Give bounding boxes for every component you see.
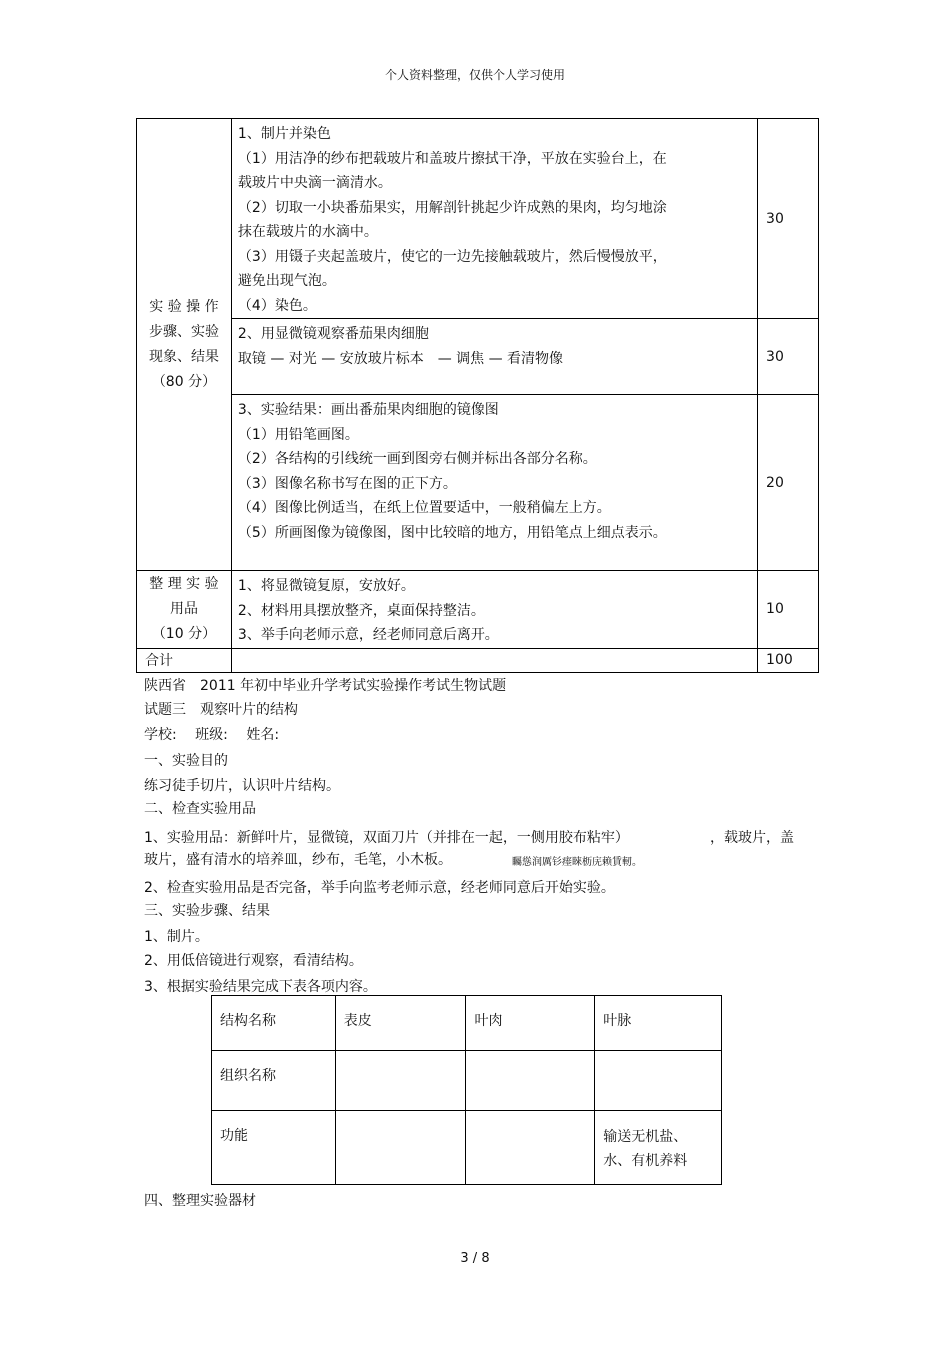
- header-epidermis: 表皮: [335, 996, 466, 1051]
- page-header: 个人资料整理，仅供个人学习使用: [384, 68, 565, 82]
- total-label: 合计: [137, 648, 232, 672]
- heading-materials: 二、检查实验用品: [144, 801, 256, 817]
- materials-line-2: 玻片，盛有清水的培养皿，纱布，毛笔，小木板。: [144, 852, 452, 868]
- cleanup-score: 10: [758, 571, 819, 649]
- header-structure-name: 结构名称: [212, 996, 336, 1051]
- scoring-table: [136, 118, 819, 673]
- garbled-text: 矚慫润厲钐瘗睞枥庑赖賃軔。: [512, 857, 642, 868]
- student-info: 学校: 班级: 姓名:: [144, 727, 280, 743]
- step-1-cell: 1、制片并染色 （1）用洁净的纱布把载玻片和盖玻片擦拭干净，平放在实验台上，在 载玻片中央滴一滴清水。 （2）切取一小块番茄果实，用解剖针挑起少许成熟的果肉，均匀地涂 抹在载玻片的水滴中。 （3）用镊子夹起盖玻片，使它的一边先接触载玻片，然后慢慢放平， 避免出现气泡。 （4）染色。: [231, 119, 757, 319]
- row-function: 功能: [212, 1111, 336, 1185]
- function-vein: 输送无机盐、 水、有机养料: [595, 1111, 722, 1185]
- exam-subtitle: 试题三 观察叶片的结构: [144, 702, 298, 718]
- exam-title: 陕西省 2011 年初中毕业升学考试实验操作考试生物试题: [144, 678, 507, 694]
- tissue-vein: [595, 1051, 722, 1111]
- step-observe: 2、用低倍镜进行观察，看清结构。: [144, 953, 363, 969]
- step-fill-table: 3、根据实验结果完成下表各项内容。: [144, 979, 377, 995]
- cleanup-cell: 1、将显微镜复原，安放好。 2、材料用具摆放整齐，桌面保持整洁。 3、举手向老师示意，经老师同意后离开。: [231, 571, 757, 649]
- page-number: 3 / 8: [460, 1251, 490, 1266]
- section2-label: 整 理 实 验 用品 （10 分）: [137, 571, 232, 649]
- function-epidermis: [335, 1111, 466, 1185]
- materials-line-1: 1、实验用品：新鲜叶片，显微镜，双面刀片（并排在一起，一侧用胶布粘牢）: [144, 830, 629, 846]
- step-make-slide: 1、制片。: [144, 929, 209, 945]
- step-1-score: 30: [758, 119, 819, 319]
- heading-cleanup: 四、整理实验器材: [144, 1193, 256, 1209]
- heading-steps: 三、实验步骤、结果: [144, 903, 270, 919]
- total-empty: [231, 648, 757, 672]
- total-score: 100: [758, 648, 819, 672]
- structure-table: [211, 995, 722, 1185]
- materials-line-1-end: ，载玻片，盖: [710, 830, 794, 846]
- heading-purpose: 一、实验目的: [144, 753, 228, 769]
- header-vein: 叶脉: [595, 996, 722, 1051]
- header-mesophyll: 叶肉: [466, 996, 595, 1051]
- tissue-epidermis: [335, 1051, 466, 1111]
- function-mesophyll: [466, 1111, 595, 1185]
- tissue-mesophyll: [466, 1051, 595, 1111]
- row-tissue-name: 组织名称: [212, 1051, 336, 1111]
- materials-check: 2、检查实验用品是否完备，举手向监考老师示意，经老师同意后开始实验。: [144, 880, 615, 896]
- step-2-cell: 2、用显微镜观察番茄果肉细胞 取镜 — 对光 — 安放玻片标本 — 调焦 — 看清物像: [231, 319, 757, 395]
- purpose-text: 练习徒手切片，认识叶片结构。: [144, 778, 340, 794]
- section1-label: 实 验 操 作 步骤、实验 现象、结果 （80 分）: [137, 119, 232, 571]
- step-3-cell: 3、实验结果：画出番茄果肉细胞的镜像图 （1）用铅笔画图。 （2）各结构的引线统一画到图旁右侧并标出各部分名称。 （3）图像名称书写在图的正下方。 （4）图像比例适当，在纸上位置要适中，一般稍偏左上方。 （5）所画图像为镜像图，图中比较暗的地方，用铅笔点上细点表示。: [231, 395, 757, 571]
- step-3-score: 20: [758, 395, 819, 571]
- step-2-score: 30: [758, 319, 819, 395]
